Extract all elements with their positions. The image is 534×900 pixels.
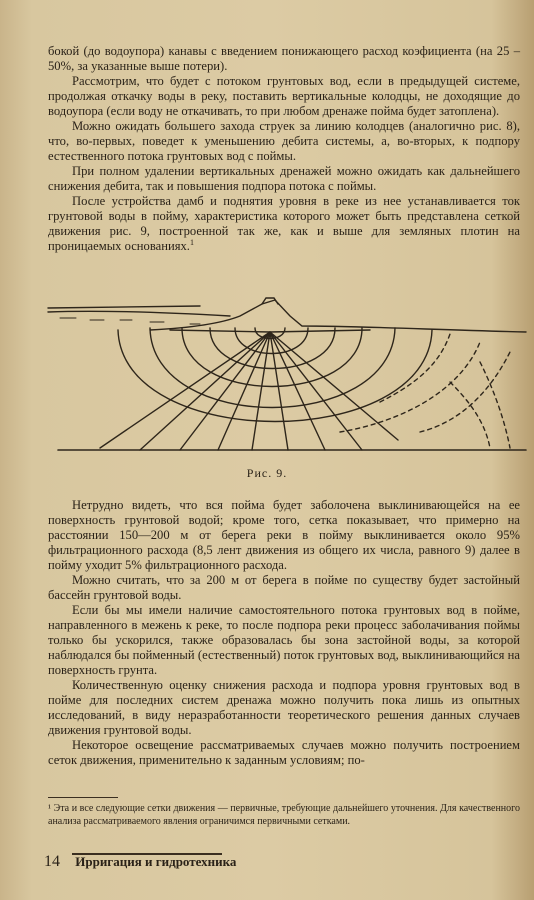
figure-caption: Рис. 9. [246, 466, 288, 480]
paragraph: Нетрудно видеть, что вся пойма будет заболочена выклинивающейся на ее поверхность грунтовой водой; кроме того, сетка показывает, что примерно на расстоянии 150—200 м от берега реки в пойму выклинивается около 95% фильтрационного расхода (8,5 лент движения из общего их числа, равного 9) далее в пойму уходит 5% фильтрационного расхода. [48, 498, 520, 572]
paragraph: бокой (до водоупора) канавы с введением понижающего расход коэфициента (на 25 – 50%, за указанные выше потери). [48, 44, 520, 73]
paragraph: Рассмотрим, что будет с потоком грунтовых вод, если в предыдущей системе, продолжая откачку воды в реку, поставить вертикальные колодцы, не доходящие до водоупора (если воду не откачивать, то при любом дренаже пойма будет затоплена). [48, 74, 520, 118]
footnote-divider [48, 797, 118, 798]
paragraph-text: После устройства дамб и поднятия уровня в реке из нее устанавливается ток грунтовой воды в пойму, характеристика которого может быть представлена сеткой движения рис. 9, построенной так же, как и выше для земляных плотин на проницаемых основаниях. [48, 194, 520, 253]
flow-net-figure [40, 282, 530, 464]
dashed-equipotential-line [480, 362, 510, 448]
footnote: ¹ Эта и все следующие сетки движения — первичные, требующие дальнейшего уточнения. Для качественного анализа рассматриваемого явления ограничимся первичными сетками. [48, 803, 520, 827]
journal-title: Ирригация и гидротехника [75, 854, 237, 869]
water-surface-line [48, 306, 230, 316]
page-number: 14 [44, 853, 60, 870]
ground-surface-line [150, 300, 526, 332]
footnote-reference: 1 [189, 237, 194, 247]
page-footer [44, 853, 236, 871]
equipotential-line [140, 332, 270, 450]
lower-text-block [48, 498, 520, 768]
flow-line [150, 328, 395, 408]
paragraph-with-footnote-ref [48, 194, 520, 254]
paragraph: Количественную оценку снижения расхода и подпора уровня грунтовых вод в пойме для последних систем дренажа можно получить пока лишь из опытных исследований, в виду неразработанности теоретического решения данных случаев движения грунтовой воды. [48, 678, 520, 737]
water-hatch [60, 318, 200, 324]
equipotential-line [252, 332, 270, 450]
dashed-flow-line [340, 342, 480, 432]
upper-text-block [48, 44, 520, 254]
paragraph: При полном удалении вертикальных дренажей можно ожидать как дальнейшего снижения дебита, так и повышения подпора потока с поймы. [48, 164, 520, 193]
paragraph: Некоторое освещение рассматриваемых случаев можно получить построением сеток движения, применительно к заданным условиям; по- [48, 738, 520, 767]
paragraph: Можно считать, что за 200 м от берега в пойме по существу будет застойный бассейн грунтовой воды. [48, 573, 520, 602]
paragraph: Если бы мы имели наличие самостоятельного потока грунтовых вод в пойме, направленного в межень к реке, то после подпора реки процесс заболачивания поймы только бы ускорился, также образовалась бы зона застойной воды, за которой наблюдался бы пойменный (естественный) поток грунтовых вод, выклинивающийся на поверхность грунта. [48, 603, 520, 677]
paragraph: Можно ожидать большего захода стрyек за линию колодцев (аналогично рис. 8), что, во-первых, поведет к уменьшению дебита системы, а, во-вторых, к подпору естественного потока грунтовых вод с поймы. [48, 119, 520, 163]
